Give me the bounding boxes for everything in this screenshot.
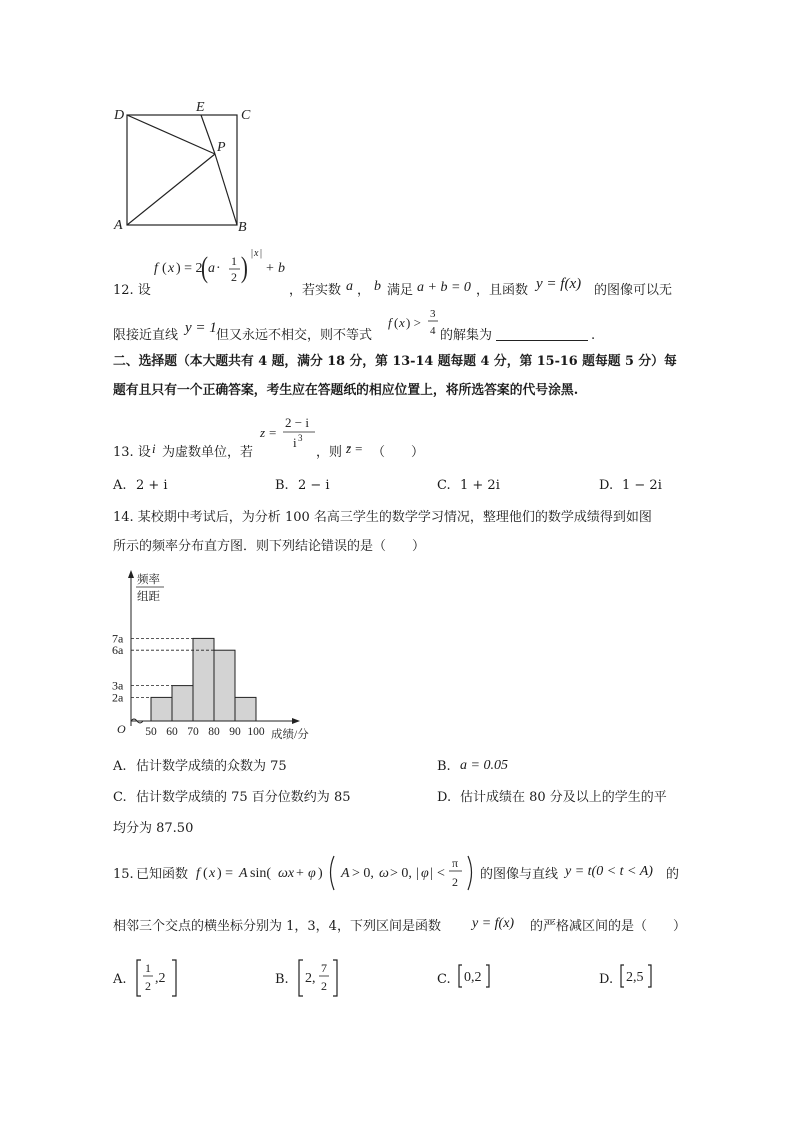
svg-text:+: + — [266, 261, 274, 276]
svg-text:b: b — [278, 261, 285, 276]
svg-text:2 − i: 2 − i — [285, 415, 309, 430]
q13-option-D-label[interactable]: D. — [599, 478, 614, 493]
svg-text:|: | — [251, 248, 254, 259]
label-B: B — [238, 220, 247, 235]
origin-label: O — [117, 722, 126, 736]
section-2-line-2: 题有且只有一个正确答案，考生应在答题纸的相应位置上，将所选答案的代号涂黑. — [113, 383, 579, 398]
q12-line-y1: y = 1 — [185, 320, 217, 336]
svg-text:ω: ω — [379, 866, 389, 881]
ylabel-top: 频率 — [137, 574, 160, 586]
q14-option-D-text[interactable]: 估计成绩在 80 分及以上的学生的平 — [460, 790, 667, 805]
svg-text:1: 1 — [145, 961, 151, 975]
q12-text-5: 限接近直线 — [113, 328, 179, 343]
q15-option-A-interval[interactable] — [134, 956, 182, 1000]
q15-text-1: 已知函数 — [136, 867, 189, 882]
svg-text:f: f — [154, 261, 158, 276]
q12-answer-blank[interactable] — [496, 340, 588, 341]
q14-option-B-text[interactable]: a = 0.05 — [460, 758, 508, 773]
q14-option-A-label[interactable]: A. — [113, 759, 127, 774]
segment-AP — [127, 154, 215, 225]
svg-text:2: 2 — [231, 270, 237, 284]
q12-var-a: a — [346, 279, 353, 294]
square-figure — [110, 98, 260, 238]
svg-text:i: i — [293, 435, 297, 450]
svg-text:) >: ) > — [406, 315, 421, 330]
y-tick-label: 6a — [112, 643, 124, 658]
x-tick-label: 70 — [187, 726, 199, 738]
svg-text:A: A — [341, 866, 350, 881]
q12-text-6: 但又永远不相交，则不等式 — [216, 328, 373, 343]
x-axis-arrow — [292, 718, 300, 724]
svg-text:φ: φ — [421, 866, 429, 881]
q14-option-D-label[interactable]: D. — [437, 790, 452, 805]
q15-line-2a: 相邻三个交点的横坐标分别为 1，3，4，下列区间是函数 — [113, 919, 441, 934]
q13-option-D-text[interactable]: 1 − 2i — [622, 478, 662, 493]
q12-text-3: ，且函数 — [476, 283, 529, 298]
q14-option-D-continued: 均分为 87.50 — [113, 821, 194, 836]
svg-text:ωx: ωx — [278, 866, 295, 881]
q12-inequality — [386, 302, 446, 342]
q13-paren: （ ） — [372, 445, 425, 460]
x-tick-label: 60 — [166, 726, 178, 738]
frequency-histogram — [108, 566, 328, 746]
q14-option-B-label[interactable]: B. — [437, 759, 451, 774]
y-tick-label: 3a — [112, 678, 124, 693]
svg-text:> 0,: > 0, — [352, 866, 374, 881]
label-D: D — [114, 108, 125, 123]
q15-line-eq: y = t(0 < t < A) — [565, 864, 653, 879]
segment-DP — [127, 115, 215, 154]
x-tick-label: 80 — [208, 726, 220, 738]
label-E: E — [196, 100, 205, 115]
svg-text:): ) — [240, 250, 248, 284]
histogram-bar — [193, 638, 214, 721]
q14-option-A-text[interactable]: 估计数学成绩的众数为 75 — [136, 759, 287, 774]
svg-text:3: 3 — [298, 433, 303, 443]
svg-text:=: = — [269, 425, 277, 440]
q14-option-C-label[interactable]: C. — [113, 790, 127, 805]
svg-text:·: · — [216, 261, 221, 276]
q12-end-period: . — [591, 328, 596, 343]
y-tick-label: 7a — [112, 631, 124, 646]
svg-text:x: x — [168, 261, 175, 276]
q12-yfx: y = f(x) — [536, 276, 582, 292]
svg-text:f: f — [196, 866, 200, 881]
label-P: P — [217, 140, 226, 155]
svg-text:7: 7 — [321, 961, 327, 975]
q15-yfx: y = f(x) — [472, 916, 515, 931]
svg-text:<: < — [437, 866, 445, 881]
x-tick-label: 50 — [145, 726, 157, 738]
xlabel: 成绩/分 — [271, 729, 309, 741]
svg-text:(: ( — [394, 315, 399, 330]
x-tick-label: 100 — [247, 726, 265, 738]
q13-var-i: i — [152, 441, 156, 456]
q15-option-C-label[interactable]: C. — [437, 972, 451, 987]
svg-text:A: A — [239, 866, 248, 881]
q15-number: 15. — [113, 867, 134, 882]
histogram-bar — [172, 686, 193, 721]
q13-option-A-label[interactable]: A. — [113, 478, 127, 493]
svg-text:(: ( — [162, 261, 167, 276]
svg-text:2,5: 2,5 — [626, 970, 644, 985]
q13-option-B-label[interactable]: B. — [275, 478, 289, 493]
q13-number: 13. 设 — [113, 445, 151, 460]
histogram-bar — [151, 697, 172, 721]
q13-option-C-text[interactable]: 1 + 2i — [460, 478, 500, 493]
q14-line-2: 所示的频率分布直方图．则下列结论错误的是（ ） — [113, 539, 426, 554]
svg-text:|: | — [430, 866, 433, 881]
x-tick-label: 90 — [229, 726, 241, 738]
q13-text-2: ，则 — [316, 445, 343, 460]
q15-option-C-interval[interactable] — [456, 962, 496, 992]
q15-option-D-label[interactable]: D. — [599, 972, 614, 987]
q15-option-B-label[interactable]: B. — [275, 972, 289, 987]
label-A: A — [114, 218, 123, 233]
q13-option-A-text[interactable]: 2 + i — [136, 478, 168, 493]
q13-z-formula — [258, 413, 322, 457]
svg-text:+: + — [296, 866, 304, 881]
svg-text:2: 2 — [452, 875, 458, 889]
q15-function-formula — [194, 850, 478, 894]
svg-text:2: 2 — [145, 979, 151, 993]
q15-option-B-interval[interactable] — [296, 956, 344, 1000]
svg-text:|: | — [260, 248, 263, 259]
segment-EB — [201, 115, 237, 225]
svg-text:sin(: sin( — [250, 866, 271, 881]
svg-text:z: z — [260, 425, 266, 440]
svg-text:,2: ,2 — [155, 971, 166, 986]
q15-option-D-interval[interactable] — [618, 962, 658, 992]
q12-function-formula — [152, 244, 292, 294]
histogram-bar — [235, 697, 256, 721]
y-axis-arrow — [128, 570, 134, 578]
svg-text:π: π — [452, 856, 459, 870]
svg-text:φ: φ — [308, 866, 316, 881]
section-2-line-1: 二、选择题（本大题共有 4 题，满分 18 分，第 13-14 题每题 4 分，第 15-16 题每题 5 分）每 — [113, 354, 677, 369]
ylabel-bottom: 组距 — [137, 591, 160, 603]
q15-option-A-label[interactable]: A. — [113, 972, 127, 987]
q15-line-2b: 的严格减区间的是（ ） — [530, 919, 687, 934]
q12-text-4: 的图像可以无 — [594, 283, 673, 298]
svg-text:4: 4 — [430, 325, 436, 337]
svg-text:x: x — [399, 315, 405, 330]
q15-text-2: 的图像与直线 — [480, 867, 559, 882]
svg-text:3: 3 — [430, 308, 436, 320]
q15-text-3: 的 — [666, 867, 680, 882]
q12-text-1: ，若实数 — [289, 283, 342, 298]
histogram-bar — [214, 650, 235, 721]
svg-text:) =: ) = — [217, 866, 234, 881]
q14-option-C-text[interactable]: 估计数学成绩的 75 百分位数约为 85 — [136, 790, 351, 805]
svg-text:0,2: 0,2 — [464, 970, 482, 985]
svg-text:|: | — [416, 866, 419, 881]
svg-text:2: 2 — [321, 979, 327, 993]
svg-text:f: f — [388, 315, 392, 330]
q12-condition: a + b = 0 — [417, 280, 471, 295]
svg-text:(: ( — [203, 866, 208, 881]
q12-text-7: 的解集为 — [440, 328, 493, 343]
q13-option-B-text[interactable]: 2 − i — [298, 478, 330, 493]
y-tick-label: 2a — [112, 690, 124, 705]
label-C: C — [241, 108, 251, 123]
q13-option-C-label[interactable]: C. — [437, 478, 451, 493]
svg-text:x: x — [254, 248, 259, 259]
svg-text:) = 2: ) = 2 — [176, 261, 203, 276]
q13-text-1: 为虚数单位，若 — [162, 445, 254, 460]
q12-var-b: b — [374, 279, 381, 294]
svg-text:1: 1 — [231, 254, 237, 268]
svg-text:2,: 2, — [305, 971, 316, 986]
svg-text:a: a — [208, 261, 215, 276]
svg-text:(: ( — [201, 250, 208, 284]
q12-comma: ， — [357, 283, 371, 298]
q12-text-2: 满足 — [387, 283, 414, 298]
q13-zbar: z̄ = — [346, 441, 364, 456]
svg-text:x: x — [209, 866, 216, 881]
svg-text:): ) — [318, 866, 323, 881]
q12-number: 12. 设 — [113, 283, 151, 298]
svg-text:> 0,: > 0, — [390, 866, 412, 881]
q14-line-1: 14. 某校期中考试后，为分析 100 名高三学生的数学学习情况，整理他们的数学成绩得到如图 — [113, 510, 652, 525]
